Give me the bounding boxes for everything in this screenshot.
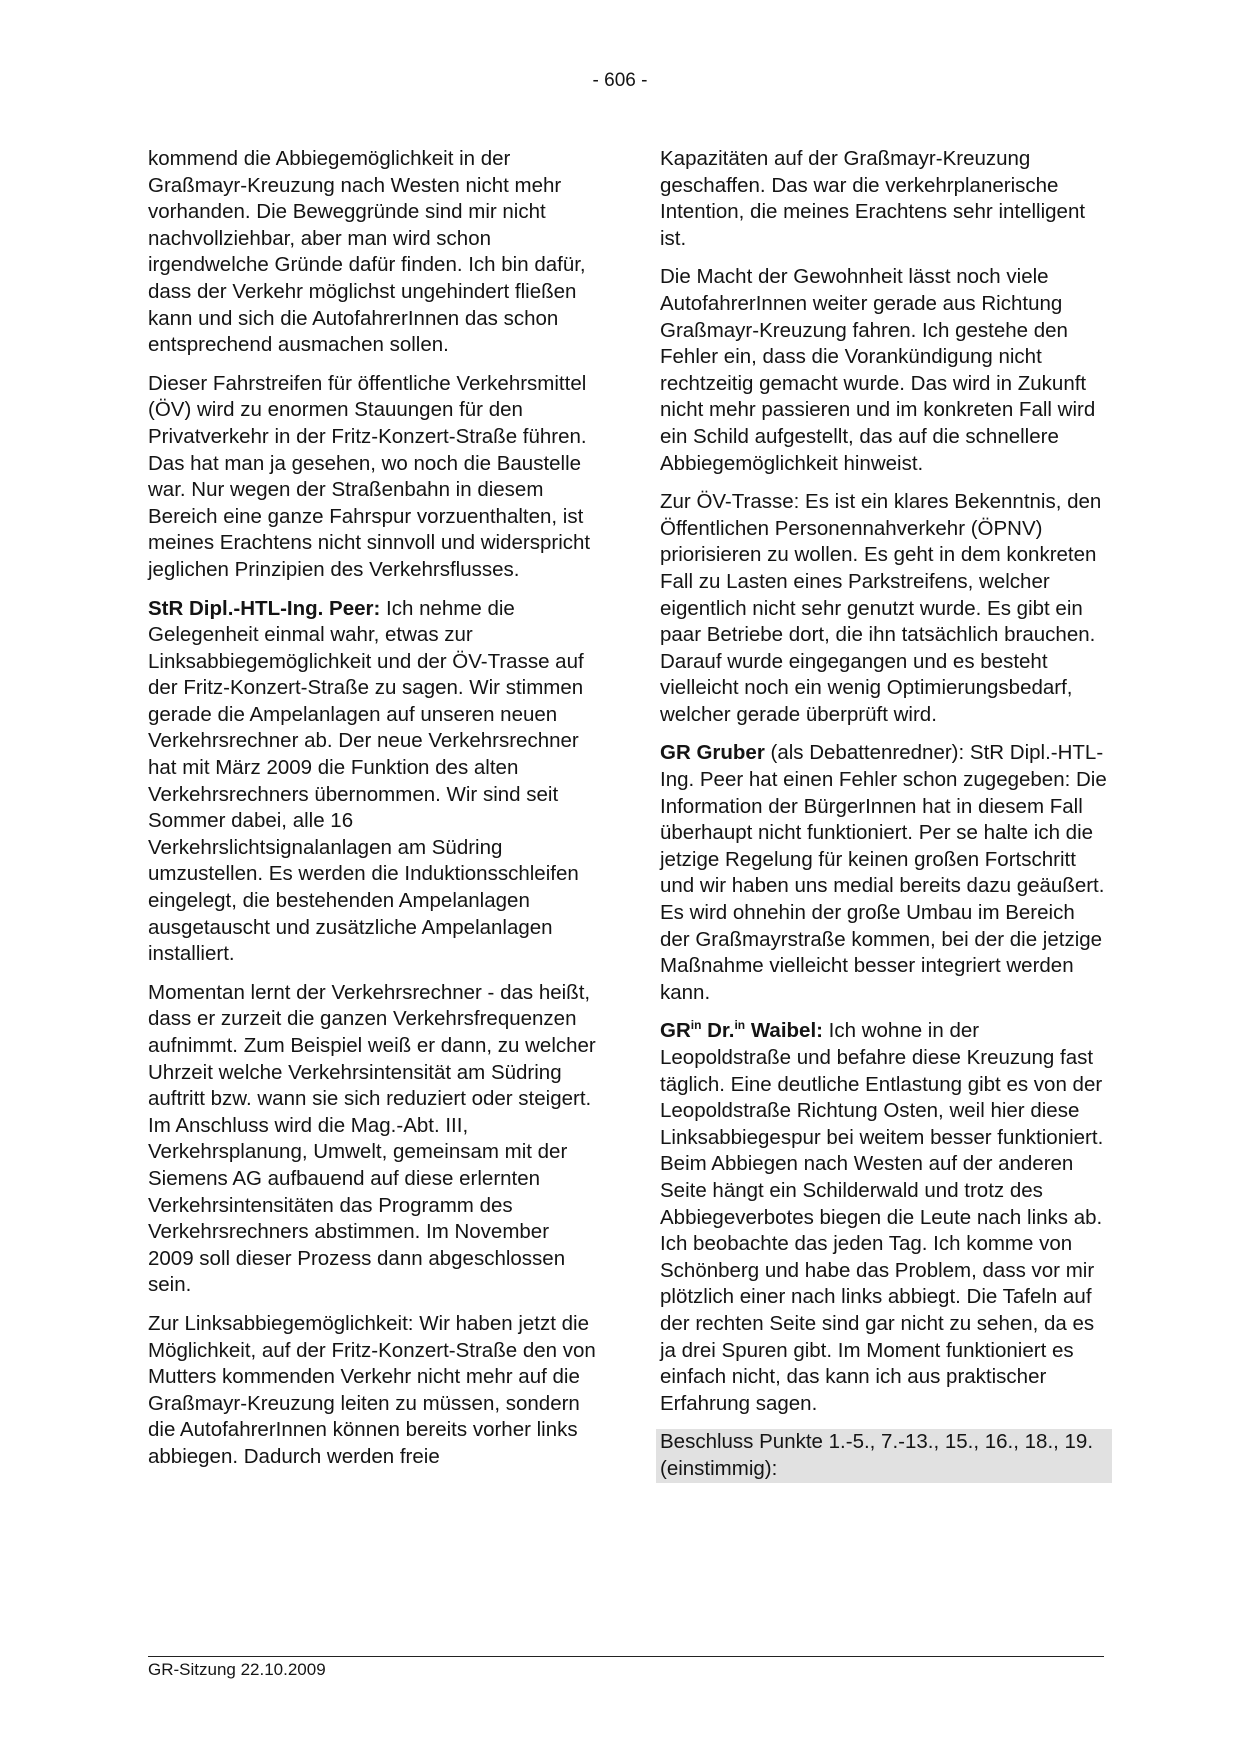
paragraph: Die Macht der Gewohnheit lässt noch viele AutofahrerInnen weiter gerade aus Richtung Graßmayr-Kreuzung fahren. Ich gestehe den Fehler ein, dass die Vorankündigung nicht rechtzeitig gemacht wurde. Das wird in Zukunft nicht mehr passieren und im konkreten Fall wird ein Schild aufgestellt, das auf die schnellere Abbiegemöglichkeit hinweist. <box>660 265 1096 475</box>
speaker-name: GR Gruber <box>660 741 765 765</box>
paragraph: Dieser Fahrstreifen für öffentliche Verkehrsmittel (ÖV) wird zu enormen Stauungen für den Privatverkehr in der Fritz-Konzert-Straße führen. Das hat man ja gesehen, wo noch die Baustelle war. Nur wegen der Straßenbahn in diesem Bereich eine ganze Fahrspur vorzuenthalten, ist meines Erachtens nicht sinnvoll und widerspricht jeglichen Prinzipien des Verkehrsflusses. <box>148 371 591 581</box>
speaker-title-dr: Dr. <box>701 1019 735 1043</box>
speaker-title-gr: GR <box>660 1019 691 1043</box>
paragraph: Momentan lernt der Verkehrsrechner - das heißt, dass er zurzeit die ganzen Verkehrsfrequenzen aufnimmt. Zum Beispiel weiß er dann, zu welcher Uhrzeit welche Verkehrsintensität am Südring auftritt bzw. wann sie sich reduziert oder steigert. Im Anschluss wird die Mag.-Abt. III, Verkehrsplanung, Umwelt, gemeinsam mit der Siemens AG aufbauend auf diese erlernten Verkehrsintensitäten das Programm des Verkehrsrechners abstimmen. Im November 2009 soll dieser Prozess dann abgeschlossen sein. <box>148 980 596 1297</box>
left-column <box>148 146 596 1483</box>
speaker-surname: Waibel: <box>745 1019 823 1043</box>
footer-divider <box>148 1656 1104 1657</box>
speech-gruber <box>660 740 1108 1006</box>
speech-waibel <box>660 1018 1108 1417</box>
speaker-name: StR Dipl.-HTL-Ing. Peer: <box>148 596 381 620</box>
gender-suffix: in <box>690 1018 702 1033</box>
speech-text: (als Debattenredner): StR Dipl.-HTL-Ing. Peer hat einen Fehler schon zugegeben: Die Information der BürgerInnen hat in diesem Fall überhaupt nicht funktioniert. Per se halte ich die jetzige Regelung für keinen großen Fortschritt und wir haben uns medial bereits dazu geäußert. Es wird ohnehin der große Umbau im Bereich der Graßmayrstraße kommen, bei der die jetzige Maßnahme vielleicht besser integriert werden kann. <box>660 741 1107 1004</box>
paragraph: Zur Linksabbiegemöglichkeit: Wir haben jetzt die Möglichkeit, auf der Fritz-Konzert-Straße den von Mutters kommenden Verkehr nicht mehr auf die Graßmayr-Kreuzung leiten zu müssen, sondern die AutofahrerInnen können bereits vorher links abbiegen. Dadurch werden freie <box>148 1311 596 1468</box>
right-column <box>660 146 1108 1483</box>
speech-text: Ich wohne in der Leopoldstraße und befahre diese Kreuzung fast täglich. Eine deutliche Entlastung gibt es von der Leopoldstraße Richtung Osten, weil hier diese Linksabbiegespur bei weitem besser funktioniert. Beim Abbiegen nach Westen auf der anderen Seite hängt ein Schilderwald und trotz des Abbiegeverbotes biegen die Leute nach links ab. Ich beobachte das jeden Tag. Ich komme von Schönberg und habe das Problem, dass vor mir plötzlich einer nach links abbiegt. Die Tafeln auf der rechten Seite sind gar nicht zu sehen, da es ja drei Spuren gibt. Im Moment funktioniert es einfach nicht, das kann ich aus praktischer Erfahrung sagen. <box>660 1019 1104 1415</box>
gender-suffix: in <box>734 1018 746 1033</box>
speaker-name <box>660 1019 823 1042</box>
paragraph: kommend die Abbiegemöglichkeit in der Graßmayr-Kreuzung nach Westen nicht mehr vorhanden. Die Beweggründe sind mir nicht nachvollziehbar, aber man wird schon irgendwelche Gründe dafür finden. Ich bin dafür, dass der Verkehr möglichst ungehindert fließen kann und sich die AutofahrerInnen das schon entsprechend ausmachen sollen. <box>148 147 586 357</box>
paragraph: Zur ÖV-Trasse: Es ist ein klares Bekenntnis, den Öffentlichen Personennahverkehr (ÖPNV) priorisieren zu wollen. Es geht in dem konkreten Fall zu Lasten eines Parkstreifens, welcher eigentlich nicht sehr genutzt wurde. Es gibt ein paar Betriebe dort, die ihn tatsächlich brauchen. Darauf wurde eingegangen und es besteht vielleicht noch ein wenig Optimierungsbedarf, welcher gerade überprüft wird. <box>660 490 1102 726</box>
page-number: - 606 - <box>592 70 648 91</box>
speech-peer <box>148 596 596 968</box>
footer-session-date: GR-Sitzung 22.10.2009 <box>148 1660 326 1679</box>
resolution-box: Beschluss Punkte 1.-5., 7.-13., 15., 16., 18., 19. (einstimmig): <box>656 1429 1112 1482</box>
paragraph: Kapazitäten auf der Graßmayr-Kreuzung geschaffen. Das war die verkehrplanerische Intention, die meines Erachtens sehr intelligent ist. <box>660 147 1086 250</box>
speech-text: Ich nehme die Gelegenheit einmal wahr, etwas zur Linksabbiegemöglichkeit und der ÖV-Trasse auf der Fritz-Konzert-Straße zu sagen. Wir stimmen gerade die Ampelanlagen auf unseren neuen Verkehrsrechner ab. Der neue Verkehrsrechner hat mit März 2009 die Funktion des alten Verkehrsrechners übernommen. Wir sind seit Sommer dabei, alle 16 Verkehrslichtsignalanlagen am Südring umzustellen. Es werden die Induktionsschleifen eingelegt, die bestehenden Ampelanlagen ausgetauscht und zusätzliche Ampelanlagen installiert. <box>148 596 584 966</box>
